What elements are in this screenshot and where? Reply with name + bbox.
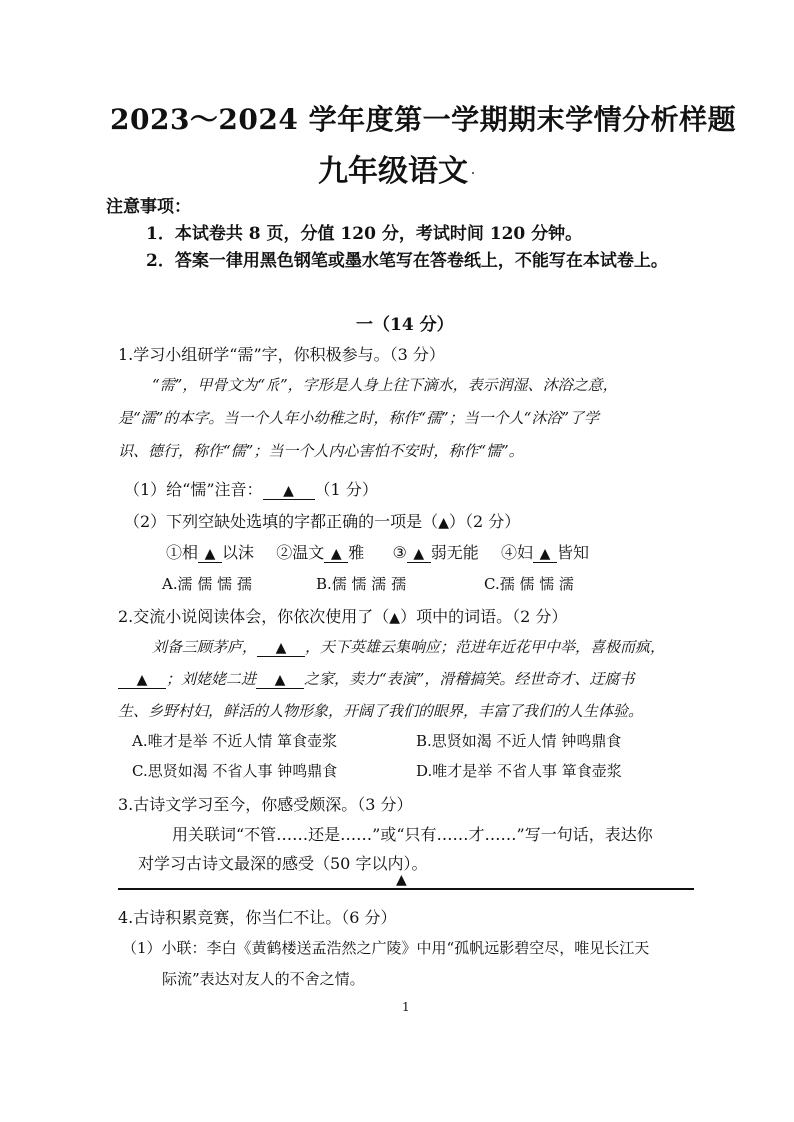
q2-paragraph-line: 生、乡野村妇，鲜活的人物形象，开阔了我们的眼界，丰富了我们的人生体验。 [118, 702, 644, 720]
question-4-prompt: 4.古诗积累竞赛，你当仁不让。（6 分） [118, 908, 397, 927]
exam-subtitle: 九年级语文 [318, 154, 468, 189]
q1-blanks-row [166, 540, 589, 563]
notice-item: 2．答案一律用黑色钢笔或墨水笔写在答卷纸上，不能写在本试卷上。 [146, 251, 668, 271]
q1-sub1 [124, 477, 378, 500]
question-1-prompt: 1.学习小组研学“需”字，你积极参与。（3 分） [118, 345, 445, 364]
q1-paragraph-line: 是“濡”的本字。当一个人年小幼稚之时，称作“孺”；当一个人“沐浴”了学 [118, 409, 600, 427]
answer-mark: ▲ [396, 872, 407, 888]
q2-option: A.唯才是举 不近人情 箪食壶浆 [132, 732, 338, 750]
question-2-prompt [118, 604, 567, 627]
answer-blank: ▲ [407, 546, 431, 563]
page-number: 1 [402, 1000, 410, 1014]
q1-sub2-score: ）（2 分） [448, 512, 521, 531]
answer-mark: ▲ [389, 610, 401, 626]
answer-blank: ▲ [257, 640, 305, 657]
fill-item: ④妇 ▲ 皆知 [500, 543, 590, 562]
answer-blank: ▲ [324, 546, 348, 563]
q2-option: D.唯才是举 不省人事 箪食壶浆 [416, 762, 622, 780]
q1-sub2-text: （2）下列空缺处选填的字都正确的一项是（ [124, 512, 439, 531]
answer-blank: ▲ [198, 546, 222, 563]
q1-option: C.孺 儒 懦 濡 [484, 575, 575, 593]
q3-instruction-line: 对学习古诗文最深的感受（50 字以内）。 [138, 854, 428, 873]
q1-sub1-text: （1）给“懦”注音： [124, 480, 263, 499]
q1-option: A.濡 儒 懦 孺 [162, 575, 252, 593]
answer-line [118, 888, 694, 890]
stray-dot [472, 172, 474, 174]
fill-item: ③ ▲ 弱无能 [392, 543, 479, 562]
answer-blank: ▲ [263, 483, 315, 500]
q2-option: B.思贤如渴 不近人情 钟鸣鼎食 [416, 732, 622, 750]
question-3-prompt: 3.古诗文学习至今，你感受颇深。（3 分） [118, 795, 413, 814]
q4-sub1-line: 际流”表达对友人的不舍之情。 [162, 970, 365, 988]
answer-blank: ▲ [533, 546, 557, 563]
q1-paragraph-line: “需”，甲骨文为“𠂢”，字形是人身上往下滴水，表示润湿、沐浴之意， [152, 376, 618, 394]
answer-mark: ▲ [438, 515, 449, 531]
q2-prompt-text: 2.交流小说阅读体会，你依次使用了（ [118, 607, 390, 626]
q1-paragraph-line: 识、德行，称作“儒”；当一个人内心害怕不安时，称作“懦”。 [118, 442, 524, 460]
q1-option: B.儒 懦 濡 孺 [316, 575, 407, 593]
q2-paragraph-line: ▲ ；刘姥姥二进 ▲ 之家，卖力“表演”，滑稽搞笑。经世奇才、迂腐书 [118, 668, 634, 689]
q4-sub1-line: （1）小联：李白《黄鹤楼送孟浩然之广陵》中用“孤帆远影碧空尽，唯见长江天 [122, 939, 650, 957]
exam-title: 2023～2024 学年度第一学期期末学情分析样题 [110, 103, 737, 136]
section-heading: 一（14 分） [356, 315, 454, 335]
notice-item: 1．本试卷共 8 页，分值 120 分，考试时间 120 分钟。 [146, 224, 583, 244]
q2-prompt-score: ）项中的词语。（2 分） [400, 607, 568, 626]
q3-instruction-line: 用关联词“不管……还是……”或“只有……才……”写一句话，表达你 [172, 825, 653, 844]
notice-heading: 注意事项： [106, 197, 191, 217]
answer-blank: ▲ [256, 672, 304, 689]
fill-item: ①相 ▲ 以沫 [166, 543, 255, 562]
q1-sub1-score: （1 分） [314, 480, 378, 499]
q1-sub2 [124, 509, 520, 532]
q2-option: C.思贤如渴 不省人事 钟鸣鼎食 [132, 762, 338, 780]
q2-paragraph-line: 刘备三顾茅庐， ▲ ，天下英雄云集响应；范进年近花甲中举，喜极而疯， [152, 638, 666, 656]
answer-blank: ▲ [118, 672, 166, 689]
fill-item: ②温文 ▲ 雅 [276, 543, 365, 562]
